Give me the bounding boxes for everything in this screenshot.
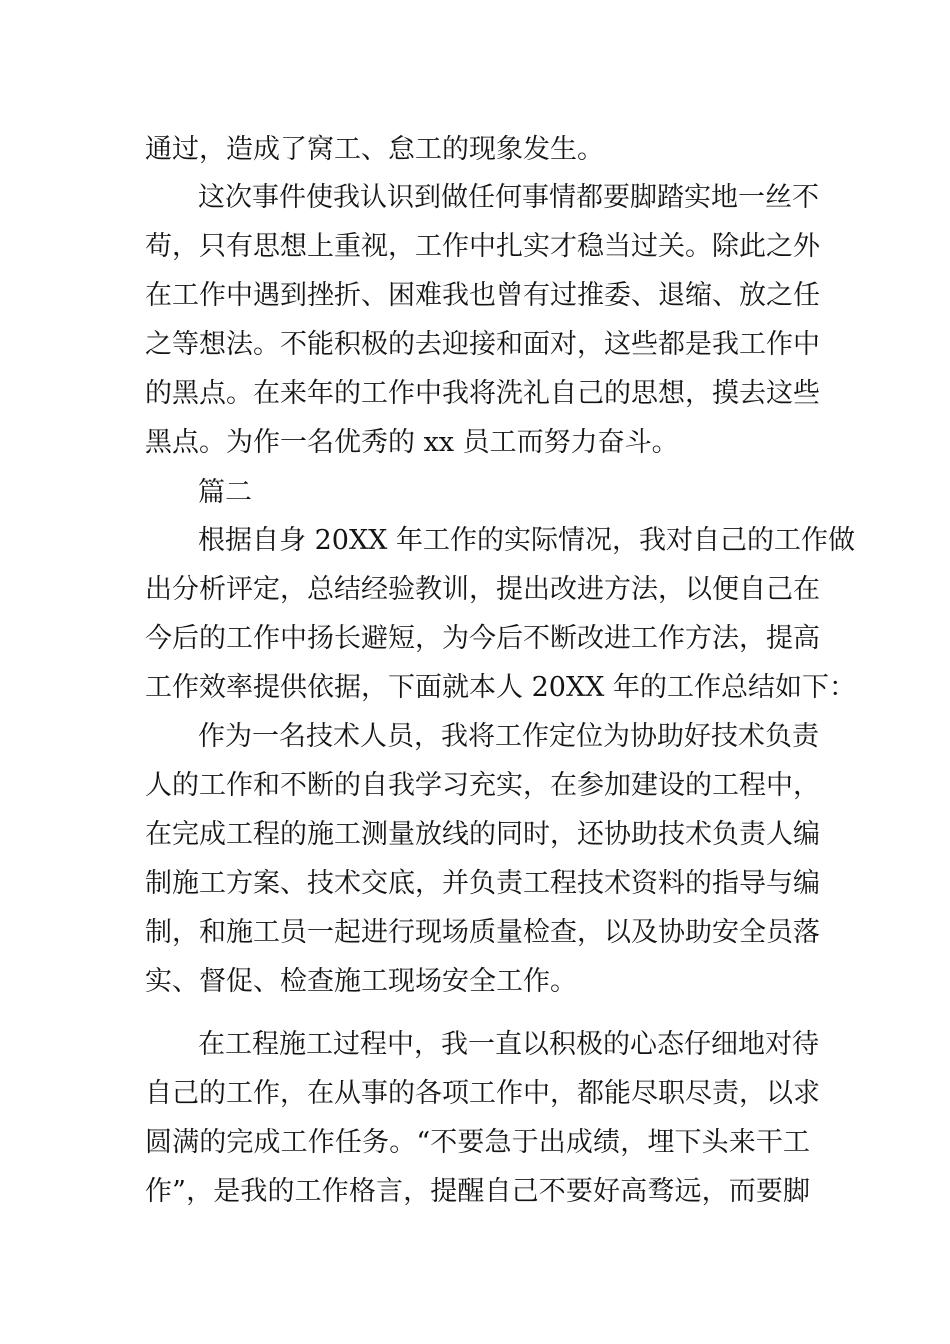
paragraph-first-line: 这次事件使我认识到做任何事情都要脚踏实地一丝不 [198, 182, 819, 213]
text-line: 苟，只有思想上重视，工作中扎实才稳当过关。除此之外 [145, 231, 820, 262]
text-line: 作”，是我的工作格言，提醒自己不要好高骛远，而要脚 [145, 1176, 810, 1207]
text-line: 工作效率提供依据，下面就本人 20XX 年的工作总结如下： [145, 672, 856, 703]
text-line: 的黑点。在来年的工作中我将洗礼自己的思想，摸去这些 [145, 378, 820, 409]
text-line: 制施工方案、技术交底，并负责工程技术资料的指导与编 [145, 868, 820, 899]
text-line: 圆满的完成工作任务。“不要急于出成绩，埋下头来干工 [145, 1127, 810, 1158]
text-line: 制，和施工员一起进行现场质量检查，以及协助安全员落 [145, 917, 820, 948]
paragraph-first-line: 在工程施工过程中，我一直以积极的心态仔细地对待 [198, 1029, 819, 1060]
text-line: 在工作中遇到挫折、困难我也曾有过推委、退缩、放之任 [145, 280, 820, 311]
text-line: 通过，造成了窝工、怠工的现象发生。 [145, 134, 604, 165]
text-line: 在完成工程的施工测量放线的同时，还协助技术负责人编 [145, 819, 820, 850]
text-line: 黑点。为作一名优秀的 xx 员工而努力奋斗。 [145, 427, 679, 458]
text-line: 实、督促、检查施工现场安全工作。 [145, 966, 577, 997]
text-line: 今后的工作中扬长避短，为今后不断改进工作方法，提高 [145, 623, 820, 654]
section-heading: 篇二 [198, 477, 252, 508]
paragraph-first-line: 根据自身 20XX 年工作的实际情况，我对自己的工作做 [198, 525, 855, 556]
paragraph-first-line: 作为一名技术人员，我将工作定位为协助好技术负责 [198, 721, 819, 752]
text-line: 自己的工作，在从事的各项工作中，都能尽职尽责，以求 [145, 1078, 820, 1109]
text-line: 出分析评定，总结经验教训，提出改进方法，以便自己在 [145, 574, 820, 605]
text-line: 之等想法。不能积极的去迎接和面对，这些都是我工作中 [145, 329, 820, 360]
text-line: 人的工作和不断的自我学习充实，在参加建设的工程中， [145, 770, 820, 801]
